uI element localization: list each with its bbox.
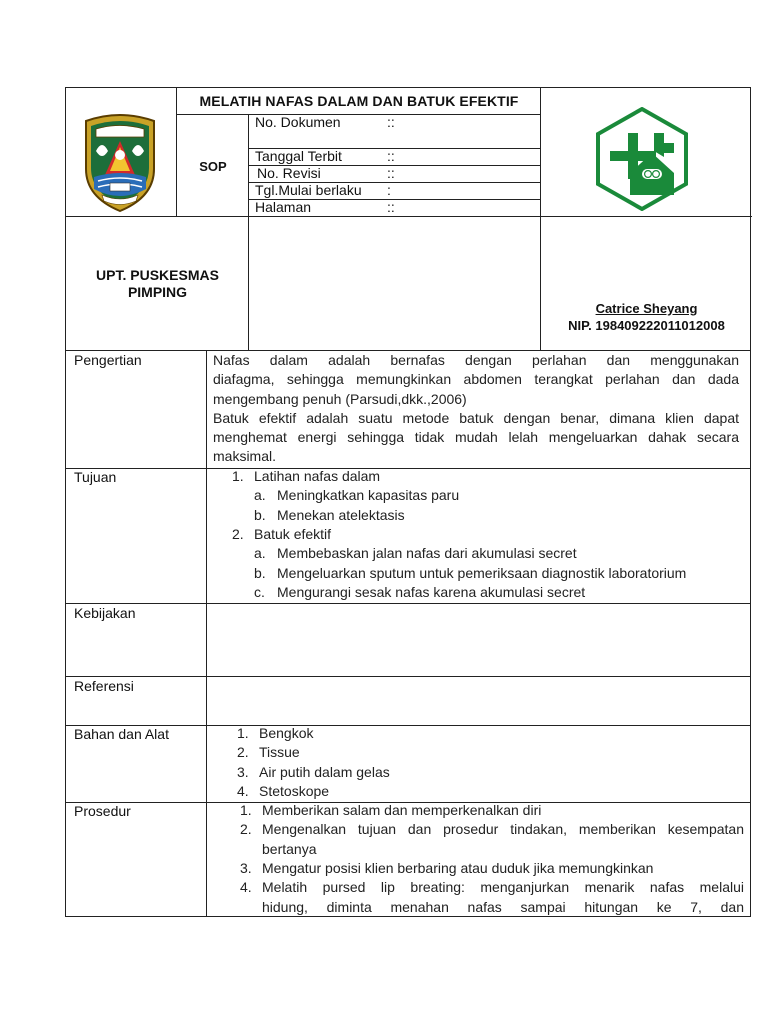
meta-key: No. Revisi [257,165,321,181]
list-item-continued: hidung, diminta menahan nafas sampai hitungan ke 7, dan [262,898,744,915]
pengertian-text [213,351,739,467]
list-letter: b. [254,506,266,523]
meta-value: :: [387,114,395,130]
divider [66,676,751,677]
document-title: MELATIH NAFAS DALAM DAN BATUK EFEKTIF [199,93,519,109]
list-number: 2. [232,525,244,542]
list-letter: a. [254,545,266,562]
list-number: 4. [237,782,249,799]
label-referensi: Referensi [74,678,134,694]
meta-value: :: [387,148,395,164]
meta-key: Halaman [255,199,312,215]
list-item-continued: bertanya [262,840,317,857]
text-line: Nafas dalam adalah bernafas dengan perlahan dan menggunakan [213,352,739,368]
label-tujuan: Tujuan [74,469,117,485]
list-item: Mengeluarkan sputum untuk pemeriksaan diagnostik laboratorium [277,564,687,581]
meta-value: :: [387,165,395,181]
health-center-name [66,217,249,351]
tujuan-list [66,467,752,602]
list-item: Membebaskan jalan nafas dari akumulasi secret [277,545,577,562]
list-number: 2. [240,821,252,838]
list-item: Memberikan salam dan memperkenalkan diri [262,802,542,818]
sop-header-table [65,87,751,351]
meta-key: Tgl.Mulai berlaku [255,182,362,198]
text-line: maksimal. [213,448,277,465]
unit-line-2: PIMPING [127,284,188,300]
list-item: Meningkatkan kapasitas paru [277,487,460,504]
text-line: mengembang penuh (Parsudi,dkk.,2006) [213,390,467,407]
signer-name: Catrice Sheyang [595,301,698,316]
unit-line-1: UPT. PUSKESMAS [96,267,219,283]
list-number: 3. [237,763,249,780]
list-letter: c. [254,583,265,600]
meta-value: :: [387,199,395,215]
prosedur-list [66,801,752,916]
text-line: diafagma, sehingga memungkinkan abdomen terangkat perlahan dan dada [213,371,739,388]
regency-crest-logo [80,111,160,215]
list-item: Air putih dalam gelas [259,763,390,780]
list-number: 2. [237,744,249,761]
label-bahan-dan-alat: Bahan dan Alat [74,726,169,742]
list-letter: b. [254,564,266,581]
meta-key: Tanggal Terbit [255,148,342,164]
sop-label: SOP [199,158,227,174]
label-prosedur: Prosedur [74,803,131,819]
list-item: Latihan nafas dalam [254,468,381,484]
label-kebijakan: Kebijakan [74,605,136,621]
signer-nip: NIP. 198409222011012008 [568,318,725,333]
list-letter: a. [254,487,266,504]
list-item: Menekan atelektasis [277,506,405,523]
meta-key: No. Dokumen [255,114,341,130]
label-pengertian: Pengertian [74,352,142,368]
list-number: 1. [237,725,249,741]
list-number: 4. [240,879,252,896]
list-item: Mengatur posisi klien berbaring atau duduk jika memungkinkan [262,859,654,876]
list-item: Tissue [259,744,300,761]
list-number: 3. [240,859,252,876]
list-item: Bengkok [259,725,314,741]
list-item: Mengenalkan tujuan dan prosedur tindakan, memberikan kesempatan [262,821,744,838]
puskesmas-logo [594,107,690,211]
list-item: Melatih pursed lip breating: menganjurkan menarik nafas melalui [262,879,744,896]
meta-value: : [387,182,391,198]
list-item: Mengurangi sesak nafas karena akumulasi secret [277,583,586,600]
text-line: menghemat energi sehingga tidak mudah lelah mengeluarkan dahak secara [213,429,739,446]
list-number: 1. [232,468,244,484]
list-number: 1. [240,802,252,818]
list-item: Stetoskope [259,782,330,799]
list-item: Batuk efektif [254,525,332,542]
divider [66,603,751,604]
bahan-list [66,724,752,802]
text-line: Batuk efektif adalah suatu metode batuk dengan benar, dimana klien dapat [213,409,739,426]
signer-block [541,300,752,334]
sop-body-table [65,350,751,917]
